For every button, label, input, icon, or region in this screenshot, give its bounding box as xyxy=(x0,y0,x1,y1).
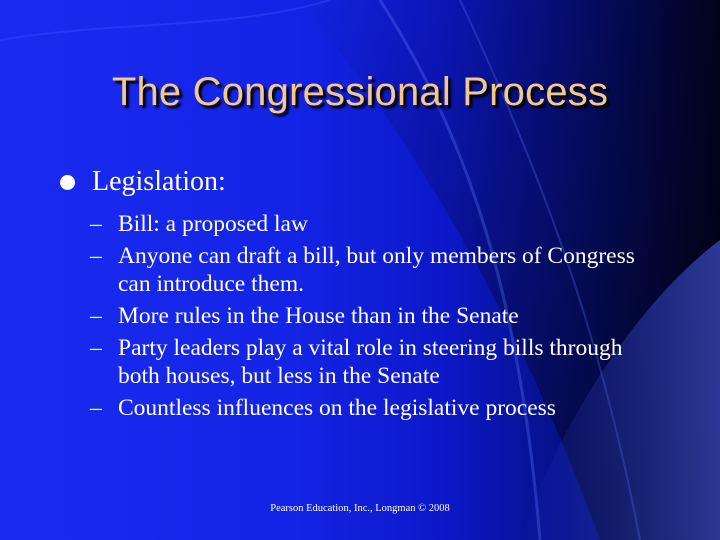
sub-bullet-text: Countless influences on the legislative process xyxy=(118,395,556,421)
bullet-legislation xyxy=(60,164,660,200)
sub-bullet-text: Anyone can draft a bill, but only members of Congress can introduce them. xyxy=(118,243,635,297)
sub-bullet-text: Party leaders play a vital role in steering bills through both houses, but less in the Senate xyxy=(118,335,623,389)
dash-icon: – xyxy=(90,243,102,269)
sub-bullet-text: Bill: a proposed law xyxy=(118,211,308,237)
bullet-text: Legislation: xyxy=(92,166,226,197)
dash-icon: – xyxy=(90,335,102,361)
sub-bullet-item xyxy=(90,394,660,422)
dash-icon: – xyxy=(90,395,102,421)
bullet-dot-icon xyxy=(60,175,75,190)
dash-icon: – xyxy=(90,211,102,237)
sub-bullet-item xyxy=(90,242,660,298)
sub-bullet-text: More rules in the House than in the Senate xyxy=(118,303,519,329)
footer-copyright: Pearson Education, Inc., Longman © 2008 xyxy=(270,503,450,514)
sub-bullet-item xyxy=(90,334,660,390)
sub-bullet-list xyxy=(60,210,660,422)
sub-bullet-item xyxy=(90,302,660,330)
dash-icon: – xyxy=(90,303,102,329)
bullet-list xyxy=(60,164,660,426)
slide-title: The Congressional Process xyxy=(111,70,609,114)
sub-bullet-item xyxy=(90,210,660,238)
